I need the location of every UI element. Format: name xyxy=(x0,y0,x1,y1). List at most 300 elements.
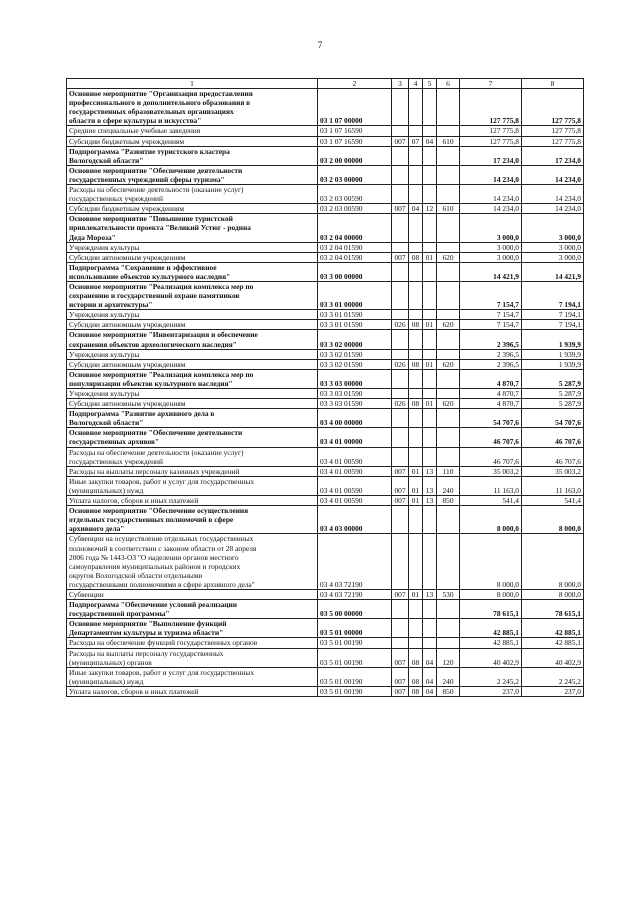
row-name-line: Уплата налогов, сборов и иных платежей xyxy=(69,686,199,696)
row-amount-year-1: 42 885,1 xyxy=(460,638,522,648)
row-expense-type: 110 xyxy=(437,466,460,476)
row-name xyxy=(67,667,318,686)
row-name-line: Подпрограмма "Сохранение и эффективное xyxy=(69,262,217,272)
row-amount-year-1: 4 870,7 xyxy=(460,399,522,409)
row-amount-year-2: 14 234,0 xyxy=(522,165,584,184)
row-subsection xyxy=(423,281,437,309)
row-amount-year-2: 1 939,9 xyxy=(522,349,584,359)
row-admin-code: 007 xyxy=(392,466,409,476)
row-amount-year-2: 7 194,1 xyxy=(522,310,584,320)
row-amount-year-1: 40 402,9 xyxy=(460,648,522,667)
row-admin-code xyxy=(392,428,409,447)
row-code: 03 2 04 00000 xyxy=(318,214,392,242)
row-amount-year-1: 46 707,6 xyxy=(460,428,522,447)
row-code: 03 4 03 72190 xyxy=(318,589,392,599)
row-amount-year-1: 3 000,0 xyxy=(460,252,522,262)
row-subsection xyxy=(423,638,437,648)
row-subsection: 04 xyxy=(423,648,437,667)
row-name-line: Основное мероприятие "Инвентаризация и обеспечение xyxy=(69,330,258,340)
row-section xyxy=(409,619,423,638)
row-admin-code xyxy=(392,447,409,466)
row-expense-type: 620 xyxy=(437,252,460,262)
row-admin-code xyxy=(392,534,409,590)
row-amount-year-2: 5 287,9 xyxy=(522,369,584,388)
row-admin-code xyxy=(392,330,409,349)
row-name xyxy=(67,534,318,590)
row-code: 03 3 01 01590 xyxy=(318,320,392,330)
row-admin-code: 007 xyxy=(392,476,409,495)
row-expense-type xyxy=(437,126,460,136)
row-admin-code xyxy=(392,185,409,204)
table-row xyxy=(67,686,584,696)
row-section: 01 xyxy=(409,589,423,599)
row-expense-type xyxy=(437,389,460,399)
row-code: 03 1 07 16590 xyxy=(318,136,392,146)
table-row xyxy=(67,389,584,399)
row-admin-code: 007 xyxy=(392,496,409,506)
row-section: 08 xyxy=(409,686,423,696)
table-row xyxy=(67,310,584,320)
row-amount-year-2: 5 287,9 xyxy=(522,389,584,399)
row-name-line: Расходы на выплаты персоналу казенных учреждений xyxy=(69,466,240,476)
row-subsection: 04 xyxy=(423,136,437,146)
row-subsection xyxy=(423,310,437,320)
row-expense-type xyxy=(437,428,460,447)
row-name xyxy=(67,466,318,476)
header-col-5: 5 xyxy=(423,79,437,89)
row-admin-code: 007 xyxy=(392,252,409,262)
row-amount-year-1: 2 396,5 xyxy=(460,359,522,369)
row-amount-year-1: 541,4 xyxy=(460,496,522,506)
row-code: 03 3 03 01590 xyxy=(318,389,392,399)
row-amount-year-2: 7 194,1 xyxy=(522,281,584,309)
table-row xyxy=(67,165,584,184)
row-amount-year-1: 7 154,7 xyxy=(460,310,522,320)
row-name-line: Основное мероприятие "Обеспечение деятельности xyxy=(69,428,243,438)
row-amount-year-1: 2 396,5 xyxy=(460,330,522,349)
row-name xyxy=(67,447,318,466)
header-col-3: 3 xyxy=(392,79,409,89)
row-amount-year-2: 46 707,6 xyxy=(522,428,584,447)
row-name-line: Расходы на выплаты персоналу государственных xyxy=(69,648,224,658)
row-expense-type xyxy=(437,330,460,349)
row-expense-type: 850 xyxy=(437,686,460,696)
row-amount-year-1: 4 870,7 xyxy=(460,369,522,388)
row-expense-type: 530 xyxy=(437,589,460,599)
row-name-line: сохранению и государственной охране памятников xyxy=(69,291,240,301)
row-amount-year-2: 11 163,0 xyxy=(522,476,584,495)
row-subsection xyxy=(423,600,437,619)
row-expense-type xyxy=(437,165,460,184)
row-expense-type: 240 xyxy=(437,476,460,495)
row-amount-year-2: 40 402,9 xyxy=(522,648,584,667)
row-name-line: Субвенции xyxy=(69,589,104,599)
row-name-line: Учреждения культуры xyxy=(69,389,140,398)
row-section: 01 xyxy=(409,476,423,495)
row-expense-type: 850 xyxy=(437,496,460,506)
row-code: 03 3 02 00000 xyxy=(318,330,392,349)
row-subsection xyxy=(423,447,437,466)
row-amount-year-1: 7 154,7 xyxy=(460,281,522,309)
row-code: 03 2 04 01590 xyxy=(318,252,392,262)
row-subsection xyxy=(423,185,437,204)
row-amount-year-2: 7 194,1 xyxy=(522,320,584,330)
table-row xyxy=(67,600,584,619)
row-expense-type xyxy=(437,506,460,534)
row-section: 08 xyxy=(409,252,423,262)
row-amount-year-1: 42 885,1 xyxy=(460,619,522,638)
row-code: 03 3 02 01590 xyxy=(318,349,392,359)
row-amount-year-1: 127 775,8 xyxy=(460,89,522,126)
table-body xyxy=(67,89,584,697)
header-col-6: 6 xyxy=(437,79,460,89)
row-amount-year-2: 42 885,1 xyxy=(522,638,584,648)
row-name xyxy=(67,638,318,648)
row-code: 03 4 01 00590 xyxy=(318,447,392,466)
row-expense-type: 620 xyxy=(437,359,460,369)
row-expense-type xyxy=(437,262,460,281)
row-section xyxy=(409,262,423,281)
row-amount-year-1: 8 000,0 xyxy=(460,589,522,599)
table-row xyxy=(67,409,584,428)
row-name-line: Подпрограмма "Обеспечение условий реализации xyxy=(69,600,238,610)
row-name-line: области в сфере культуры и искусства" xyxy=(69,116,202,126)
row-section xyxy=(409,146,423,165)
row-section: 07 xyxy=(409,136,423,146)
row-expense-type xyxy=(437,600,460,619)
row-amount-year-2: 1 939,9 xyxy=(522,359,584,369)
row-expense-type xyxy=(437,242,460,252)
header-col-1: 1 xyxy=(67,79,318,89)
row-name xyxy=(67,409,318,428)
table-row xyxy=(67,476,584,495)
row-name-line: Вологодской области" xyxy=(69,155,144,165)
row-section xyxy=(409,310,423,320)
row-subsection: 04 xyxy=(423,667,437,686)
row-amount-year-2: 54 707,6 xyxy=(522,409,584,428)
row-name-line: Основное мероприятие "Организация предоставления xyxy=(69,89,253,99)
row-name xyxy=(67,496,318,506)
row-subsection xyxy=(423,534,437,590)
table-row xyxy=(67,619,584,638)
row-section: 01 xyxy=(409,496,423,506)
row-section xyxy=(409,165,423,184)
row-admin-code xyxy=(392,262,409,281)
row-amount-year-1: 46 707,6 xyxy=(460,447,522,466)
row-name-line: Основное мероприятие "Выполнение функций xyxy=(69,619,227,629)
row-admin-code xyxy=(392,409,409,428)
row-name-line: Основное мероприятие "Обеспечение деятельности xyxy=(69,165,243,175)
row-admin-code: 026 xyxy=(392,320,409,330)
row-section xyxy=(409,214,423,242)
row-name-line: Учреждения культуры xyxy=(69,349,140,359)
row-expense-type xyxy=(437,281,460,309)
row-amount-year-1: 14 234,0 xyxy=(460,204,522,214)
row-section xyxy=(409,428,423,447)
row-amount-year-2: 1 939,9 xyxy=(522,330,584,349)
row-code: 03 2 03 00590 xyxy=(318,204,392,214)
row-amount-year-2: 35 003,2 xyxy=(522,466,584,476)
row-subsection xyxy=(423,389,437,399)
row-name xyxy=(67,214,318,242)
row-name xyxy=(67,506,318,534)
row-name-line: Субсидии автономным учреждениям xyxy=(69,320,186,330)
row-subsection: 13 xyxy=(423,496,437,506)
row-amount-year-2: 127 775,8 xyxy=(522,89,584,126)
row-subsection: 12 xyxy=(423,204,437,214)
row-code: 03 4 03 00000 xyxy=(318,506,392,534)
row-name-line: Субсидии автономным учреждениям xyxy=(69,359,186,369)
row-amount-year-2: 14 234,0 xyxy=(522,204,584,214)
table-row xyxy=(67,214,584,242)
row-code: 03 3 01 01590 xyxy=(318,310,392,320)
table-row xyxy=(67,506,584,534)
row-name-line: государственных образовательных организациях xyxy=(69,107,234,117)
row-name xyxy=(67,428,318,447)
row-code: 03 2 03 00590 xyxy=(318,185,392,204)
header-col-2: 2 xyxy=(318,79,392,89)
row-code: 03 5 01 00190 xyxy=(318,667,392,686)
row-name xyxy=(67,126,318,136)
row-section xyxy=(409,126,423,136)
row-name-line: Расходы на обеспечение деятельности (оказание услуг) xyxy=(69,447,244,457)
row-amount-year-2: 237,0 xyxy=(522,686,584,696)
row-name xyxy=(67,349,318,359)
row-name-line: истории и архитектуры" xyxy=(69,300,153,310)
row-code: 03 3 03 00000 xyxy=(318,369,392,388)
row-admin-code xyxy=(392,165,409,184)
row-expense-type xyxy=(437,369,460,388)
row-expense-type: 610 xyxy=(437,136,460,146)
row-admin-code xyxy=(392,506,409,534)
row-amount-year-2: 46 707,6 xyxy=(522,447,584,466)
row-name xyxy=(67,369,318,388)
row-amount-year-1: 17 234,0 xyxy=(460,146,522,165)
row-name-line: (муниципальных) нужд xyxy=(69,676,144,686)
row-section: 08 xyxy=(409,320,423,330)
row-code: 03 3 02 01590 xyxy=(318,359,392,369)
table-row xyxy=(67,447,584,466)
row-amount-year-1: 35 003,2 xyxy=(460,466,522,476)
row-name-line: государственных учреждений xyxy=(69,456,163,466)
table-row xyxy=(67,496,584,506)
row-section xyxy=(409,534,423,590)
row-expense-type: 620 xyxy=(437,320,460,330)
row-amount-year-1: 127 775,8 xyxy=(460,126,522,136)
row-section xyxy=(409,389,423,399)
row-admin-code xyxy=(392,619,409,638)
row-name-line: популяризации объектов культурного наследия" xyxy=(69,378,233,388)
row-admin-code: 026 xyxy=(392,399,409,409)
row-code: 03 5 01 00190 xyxy=(318,648,392,667)
row-expense-type xyxy=(437,447,460,466)
row-name-line: самоуправления муниципальных районов и городских xyxy=(69,561,241,571)
row-amount-year-1: 14 234,0 xyxy=(460,165,522,184)
row-expense-type: 240 xyxy=(437,667,460,686)
row-code: 03 4 00 00000 xyxy=(318,409,392,428)
row-expense-type: 610 xyxy=(437,204,460,214)
table-row xyxy=(67,638,584,648)
table-row xyxy=(67,648,584,667)
row-code: 03 4 01 00590 xyxy=(318,466,392,476)
row-name-line: Иные закупки товаров, работ и услуг для государственных xyxy=(69,667,255,677)
table-row xyxy=(67,369,584,388)
row-admin-code xyxy=(392,214,409,242)
row-name xyxy=(67,252,318,262)
row-subsection xyxy=(423,146,437,165)
row-name-line: Учреждения культуры xyxy=(69,242,140,252)
table-row xyxy=(67,281,584,309)
row-subsection xyxy=(423,409,437,428)
row-subsection xyxy=(423,262,437,281)
row-section xyxy=(409,281,423,309)
row-subsection xyxy=(423,89,437,126)
row-subsection xyxy=(423,369,437,388)
row-amount-year-2: 8 000,0 xyxy=(522,534,584,590)
row-name-line: привлекательности проекта "Великий Устюг - родина xyxy=(69,223,251,233)
row-section xyxy=(409,185,423,204)
row-name xyxy=(67,136,318,146)
row-amount-year-1: 4 870,7 xyxy=(460,389,522,399)
row-subsection: 01 xyxy=(423,320,437,330)
row-amount-year-2: 14 234,0 xyxy=(522,185,584,204)
row-subsection xyxy=(423,214,437,242)
table-row xyxy=(67,359,584,369)
row-name-line: Основное мероприятие "Реализация комплекса мер по xyxy=(69,369,254,379)
row-amount-year-2: 541,4 xyxy=(522,496,584,506)
row-amount-year-1: 7 154,7 xyxy=(460,320,522,330)
row-expense-type xyxy=(437,89,460,126)
row-name-line: Уплата налогов, сборов и иных платежей xyxy=(69,496,199,506)
table-row xyxy=(67,242,584,252)
row-expense-type xyxy=(437,310,460,320)
row-subsection xyxy=(423,428,437,447)
row-name-line: архивного дела" xyxy=(69,524,125,534)
row-code: 03 3 00 00000 xyxy=(318,262,392,281)
row-section xyxy=(409,506,423,534)
row-code: 03 5 00 00000 xyxy=(318,600,392,619)
row-section: 08 xyxy=(409,648,423,667)
table-row xyxy=(67,428,584,447)
row-section xyxy=(409,89,423,126)
row-amount-year-2: 8 000,0 xyxy=(522,506,584,534)
row-admin-code xyxy=(392,638,409,648)
row-name-line: профессионального и дополнительного образования в xyxy=(69,98,251,108)
row-amount-year-1: 3 000,0 xyxy=(460,242,522,252)
row-expense-type xyxy=(437,409,460,428)
row-name-line: Основное мероприятие "Реализация комплекса мер по xyxy=(69,281,254,291)
row-code: 03 3 03 01590 xyxy=(318,399,392,409)
row-name xyxy=(67,359,318,369)
row-amount-year-2: 42 885,1 xyxy=(522,619,584,638)
row-name-line: Средние специальные учебные заведения xyxy=(69,126,201,136)
header-col-4: 4 xyxy=(409,79,423,89)
row-amount-year-1: 14 421,9 xyxy=(460,262,522,281)
row-amount-year-1: 14 234,0 xyxy=(460,185,522,204)
row-amount-year-2: 3 000,0 xyxy=(522,242,584,252)
row-expense-type xyxy=(437,146,460,165)
row-name-line: Субвенции на осуществление отдельных государственных xyxy=(69,534,254,544)
row-code: 03 2 04 01590 xyxy=(318,242,392,252)
row-name-line: Расходы на обеспечение деятельности (оказание услуг) xyxy=(69,185,244,195)
row-code: 03 4 01 00000 xyxy=(318,428,392,447)
row-name-line: государственных учреждений xyxy=(69,194,163,204)
row-amount-year-2: 78 615,1 xyxy=(522,600,584,619)
row-section xyxy=(409,600,423,619)
table-row xyxy=(67,330,584,349)
row-admin-code: 007 xyxy=(392,136,409,146)
row-amount-year-2: 14 421,9 xyxy=(522,262,584,281)
row-amount-year-1: 54 707,6 xyxy=(460,409,522,428)
row-amount-year-1: 237,0 xyxy=(460,686,522,696)
row-amount-year-1: 2 245,2 xyxy=(460,667,522,686)
row-name xyxy=(67,242,318,252)
row-subsection: 01 xyxy=(423,399,437,409)
row-name-line: Подпрограмма "Развитие архивного дела в xyxy=(69,409,215,419)
row-code: 03 5 01 00190 xyxy=(318,686,392,696)
row-expense-type: 120 xyxy=(437,648,460,667)
table-row xyxy=(67,252,584,262)
row-subsection: 13 xyxy=(423,466,437,476)
row-admin-code xyxy=(392,242,409,252)
row-subsection xyxy=(423,349,437,359)
row-code: 03 2 00 00000 xyxy=(318,146,392,165)
row-name-line: округов Вологодской области отдельными xyxy=(69,570,203,580)
row-code: 03 5 01 00000 xyxy=(318,619,392,638)
row-section xyxy=(409,369,423,388)
row-expense-type xyxy=(437,349,460,359)
row-subsection xyxy=(423,242,437,252)
row-expense-type xyxy=(437,214,460,242)
row-subsection xyxy=(423,126,437,136)
row-admin-code xyxy=(392,281,409,309)
row-name-line: Субсидии бюджетным учреждениям xyxy=(69,204,185,214)
page-number: 7 xyxy=(317,40,323,50)
row-subsection xyxy=(423,165,437,184)
row-name-line: Деда Мороза" xyxy=(69,232,116,242)
row-expense-type xyxy=(437,619,460,638)
row-name xyxy=(67,686,318,696)
row-amount-year-2: 3 000,0 xyxy=(522,252,584,262)
row-code: 03 1 07 16590 xyxy=(318,126,392,136)
row-name-line: Субсидии бюджетным учреждениям xyxy=(69,136,185,146)
table-row xyxy=(67,146,584,165)
row-admin-code: 007 xyxy=(392,589,409,599)
row-expense-type xyxy=(437,638,460,648)
row-name-line: Учреждения культуры xyxy=(69,310,140,320)
row-subsection: 01 xyxy=(423,252,437,262)
row-admin-code: 007 xyxy=(392,204,409,214)
row-admin-code xyxy=(392,600,409,619)
row-name-line: Основное мероприятие "Повышение туристской xyxy=(69,214,233,224)
row-name xyxy=(67,589,318,599)
row-name xyxy=(67,476,318,495)
table-row xyxy=(67,262,584,281)
row-name xyxy=(67,281,318,309)
row-amount-year-1: 11 163,0 xyxy=(460,476,522,495)
row-section: 08 xyxy=(409,359,423,369)
row-name-line: 2006 года № 1443-ОЗ "О наделении органов местного xyxy=(69,552,239,562)
row-name xyxy=(67,165,318,184)
row-name xyxy=(67,648,318,667)
row-admin-code: 026 xyxy=(392,359,409,369)
row-section xyxy=(409,447,423,466)
row-amount-year-1: 2 396,5 xyxy=(460,349,522,359)
table-row xyxy=(67,89,584,126)
row-code: 03 2 03 00000 xyxy=(318,165,392,184)
row-admin-code xyxy=(392,369,409,388)
header-col-7: 7 xyxy=(460,79,522,89)
